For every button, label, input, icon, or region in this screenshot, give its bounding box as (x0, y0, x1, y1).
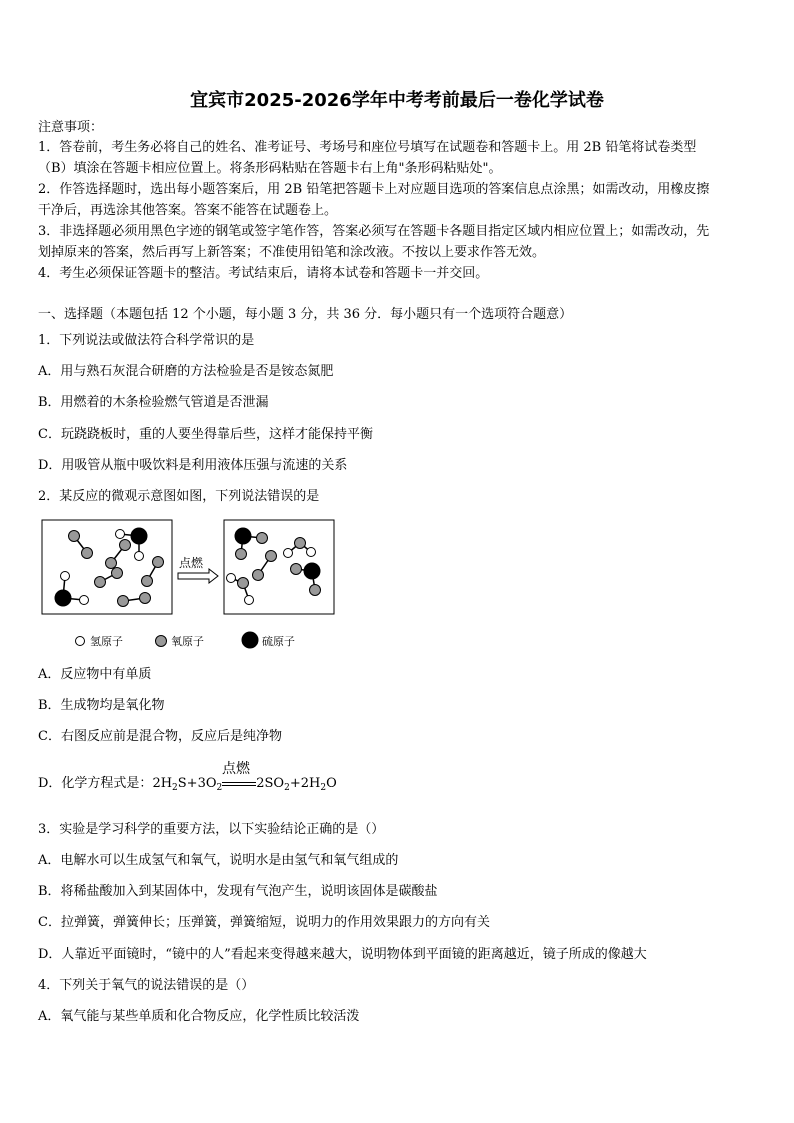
sulfur-atom (235, 528, 251, 544)
question-2-stem: 2．某反应的微观示意图如图，下列说法错误的是 (38, 489, 320, 504)
notice-line: 干净后，再选涂其他答案。答案不能答在试题卷上。 (38, 203, 338, 218)
q2-option-a: A．反应物中有单质 (38, 667, 152, 682)
oxygen-atom (112, 568, 123, 579)
legend-hydrogen-icon (76, 637, 85, 646)
hydrogen-atom (80, 596, 89, 605)
oxygen-atom (140, 593, 151, 604)
notice-line: 3．非选择题必须用黑色字迹的钢笔或签字笔作答，答案必须写在答题卡各题目指定区域内相应位置上；如需改动，先 (38, 224, 710, 239)
oxygen-atom (253, 570, 264, 581)
hydrogen-atom (61, 572, 70, 581)
oxygen-atom (106, 558, 117, 569)
oxygen-atom (82, 548, 93, 559)
hydrogen-atom (135, 552, 144, 561)
question-4-stem: 4．下列关于氧气的说法错误的是（） (38, 978, 255, 993)
oxygen-atom (118, 596, 129, 607)
q2-option-b: B．生成物均是氧化物 (38, 698, 165, 713)
notice-heading: 注意事项： (38, 120, 104, 135)
equation-left: $2H_2S+3O_2$ (152, 776, 223, 793)
reaction-arrow (178, 569, 218, 583)
oxygen-atom (266, 551, 277, 562)
oxygen-atom (257, 533, 268, 544)
option-d-prefix: D．化学方程式是： (38, 776, 153, 791)
legend-sulfur-icon (242, 632, 258, 648)
q1-option-b: B．用燃着的木条检验燃气管道是否泄漏 (38, 395, 269, 410)
sulfur-atom (55, 590, 71, 606)
q1-option-d: D．用吸管从瓶中吸饮料是利用液体压强与流速的关系 (38, 458, 348, 473)
q4-option-a: A．氧气能与某些单质和化合物反应，化学性质比较活泼 (38, 1009, 360, 1024)
oxygen-atom (295, 538, 306, 549)
notice-line: 2．作答选择题时，选出每小题答案后，用 2B 铅笔把答题卡上对应题目选项的答案信息点涂黑；如需改动，用橡皮擦 (38, 182, 710, 197)
notice-line: （B）填涂在答题卡相应位置上。将条形码粘贴在答题卡右上角"条形码粘贴处"。 (38, 161, 502, 176)
hydrogen-atom (307, 548, 316, 557)
oxygen-atom (120, 540, 131, 551)
hydrogen-atom (245, 596, 254, 605)
oxygen-atom (153, 557, 164, 568)
oxygen-atom (310, 585, 321, 596)
q1-option-a: A．用与熟石灰混合研磨的方法检验是否是铵态氮肥 (38, 364, 334, 379)
oxygen-atom (142, 576, 153, 587)
legend-oxygen-label: 氧原子 (171, 635, 204, 648)
exam-title: 宜宾市2025-2026学年中考考前最后一卷化学试卷 (190, 90, 604, 111)
q3-option-d: D．人靠近平面镜时，“镜中的人”看起来变得越来越大，说明物体到平面镜的距离越近，镜子所成的像越大 (38, 947, 647, 962)
oxygen-atom (95, 577, 106, 588)
notice-line: 1．答卷前，考生务必将自己的姓名、准考证号、考场号和座位号填写在试题卷和答题卡上。用 2B 铅笔将试卷类型 (38, 140, 697, 155)
q3-option-b: B．将稀盐酸加入到某固体中，发现有气泡产生，说明该固体是碳酸盐 (38, 884, 438, 899)
hydrogen-atom (284, 549, 293, 558)
oxygen-atom (238, 578, 249, 589)
reaction-diagram (38, 518, 338, 653)
hydrogen-atom (116, 530, 125, 539)
equation-right: $2SO_2+2H_2O$ (256, 776, 337, 793)
equation-condition: 点燃 (222, 761, 250, 777)
notice-line: 划掉原来的答案，然后再写上新答案；不准使用铅笔和涂改液。不按以上要求作答无效。 (38, 245, 546, 260)
sulfur-atom (304, 563, 320, 579)
section-heading: 一、选择题（本题包括 12 个小题，每小题 3 分，共 36 分．每小题只有一个选项符合题意） (38, 307, 573, 322)
equation-equals (222, 777, 256, 787)
hydrogen-atom (227, 574, 236, 583)
q3-option-a: A．电解水可以生成氢气和氧气，说明水是由氢气和氧气组成的 (38, 853, 399, 868)
notice-line: 4．考生必须保证答题卡的整洁。考试结束后，请将本试卷和答题卡一并交回。 (38, 266, 489, 281)
reaction-diagram-svg (38, 518, 338, 653)
question-3-stem: 3．实验是学习科学的重要方法，以下实验结论正确的是（） (38, 822, 385, 837)
q2-option-c: C．右图反应前是混合物，反应后是纯净物 (38, 729, 282, 744)
arrow-label: 点燃 (179, 556, 204, 570)
oxygen-atom (69, 531, 80, 542)
q1-option-c: C．玩跷跷板时，重的人要坐得靠后些，这样才能保持平衡 (38, 427, 373, 442)
q2-option-d (38, 776, 337, 792)
sulfur-atom (131, 528, 147, 544)
legend-oxygen-icon (156, 636, 167, 647)
legend-hydrogen-label: 氢原子 (90, 635, 123, 648)
q3-option-c: C．拉弹簧，弹簧伸长；压弹簧，弹簧缩短，说明力的作用效果跟力的方向有关 (38, 915, 490, 930)
oxygen-atom (236, 549, 247, 560)
legend-sulfur-label: 硫原子 (262, 635, 295, 648)
oxygen-atom (291, 564, 302, 575)
question-1-stem: 1．下列说法或做法符合科学常识的是 (38, 333, 255, 348)
